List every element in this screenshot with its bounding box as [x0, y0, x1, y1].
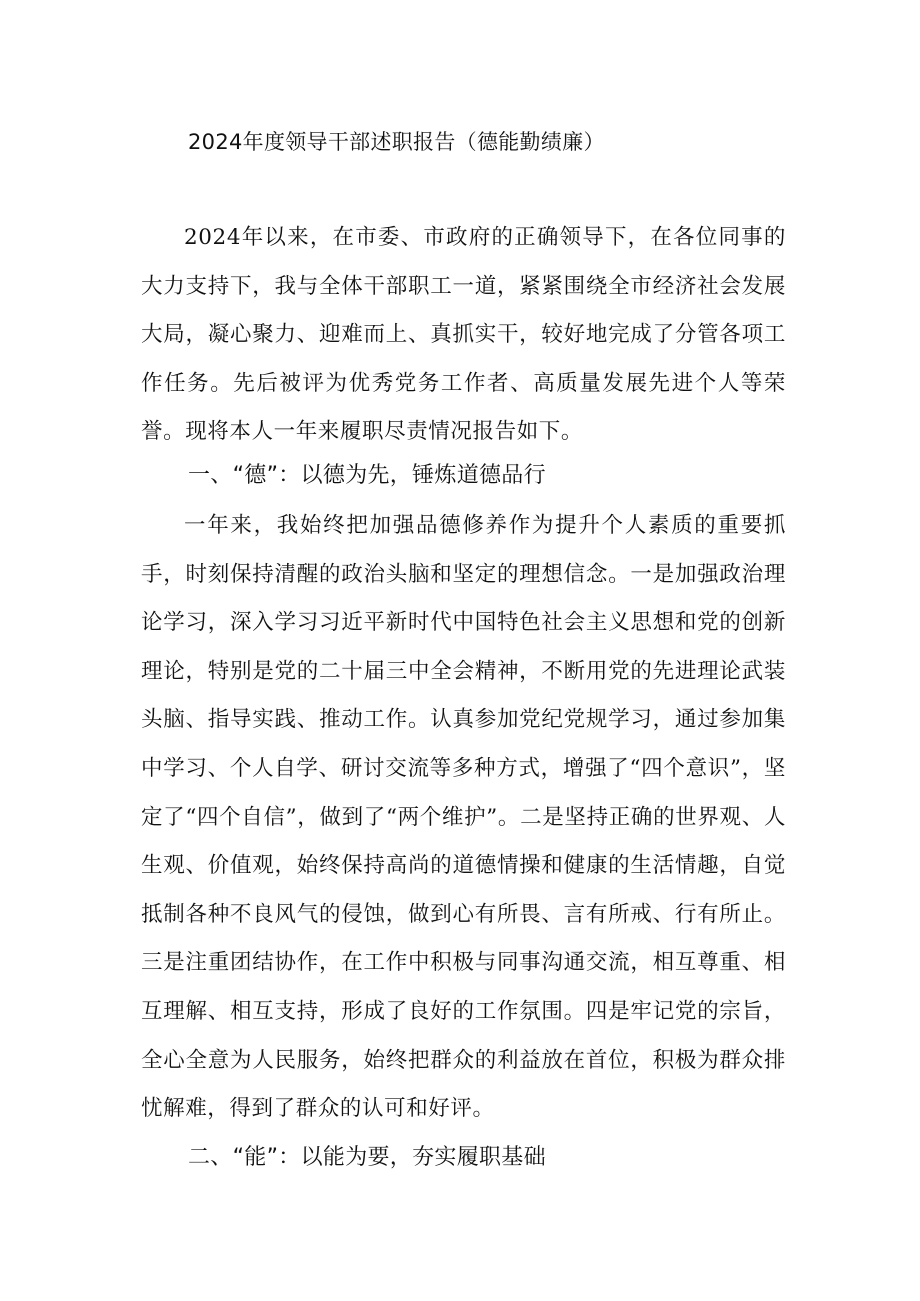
section-heading-de: 一、“德”：以德为先，锤炼道德品行 [188, 463, 546, 488]
intro-paragraph: 2024年以来，在市委、市政府的正确领导下，在各位同事的大力支持下，我与全体干部职工一道，紧紧围绕全市经济社会发展大局，凝心聚力、迎难而上、真抓实干，较好地完成了分管各项工作任务。先后被评为优秀党务工作者、高质量发展先进个人等荣誉。现将本人一年来履职尽责情况报告如下。 [141, 225, 786, 445]
section-heading-neng: 二、“能”：以能为要，夯实履职基础 [188, 1145, 546, 1170]
body-paragraph-de: 一年来，我始终把加强品德修养作为提升个人素质的重要抓手，时刻保持清醒的政治头脑和坚定的理想信念。一是加强政治理论学习，深入学习习近平新时代中国特色社会主义思想和党的创新理论，特别是党的二十届三中全会精神，不断用党的先进理论武装头脑、指导实践、推动工作。认真参加党纪党规学习，通过参加集中学习、个人自学、研讨交流等多种方式，增强了“四个意识”，坚定了“四个自信”，做到了“两个维护”。二是坚持正确的世界观、人生观、价值观，始终保持高尚的道德情操和健康的生活情趣，自觉抵制各种不良风气的侵蚀，做到心有所畏、言有所戒、行有所止。三是注重团结协作，在工作中积极与同事沟通交流，相互尊重、相互理解、相互支持，形成了良好的工作氛围。四是牢记党的宗旨，全心全意为人民服务，始终把群众的利益放在首位，积极为群众排忧解难，得到了群众的认可和好评。 [141, 513, 786, 1122]
document-title: 2024年度领导干部述职报告（德能勤绩廉） [188, 130, 605, 154]
